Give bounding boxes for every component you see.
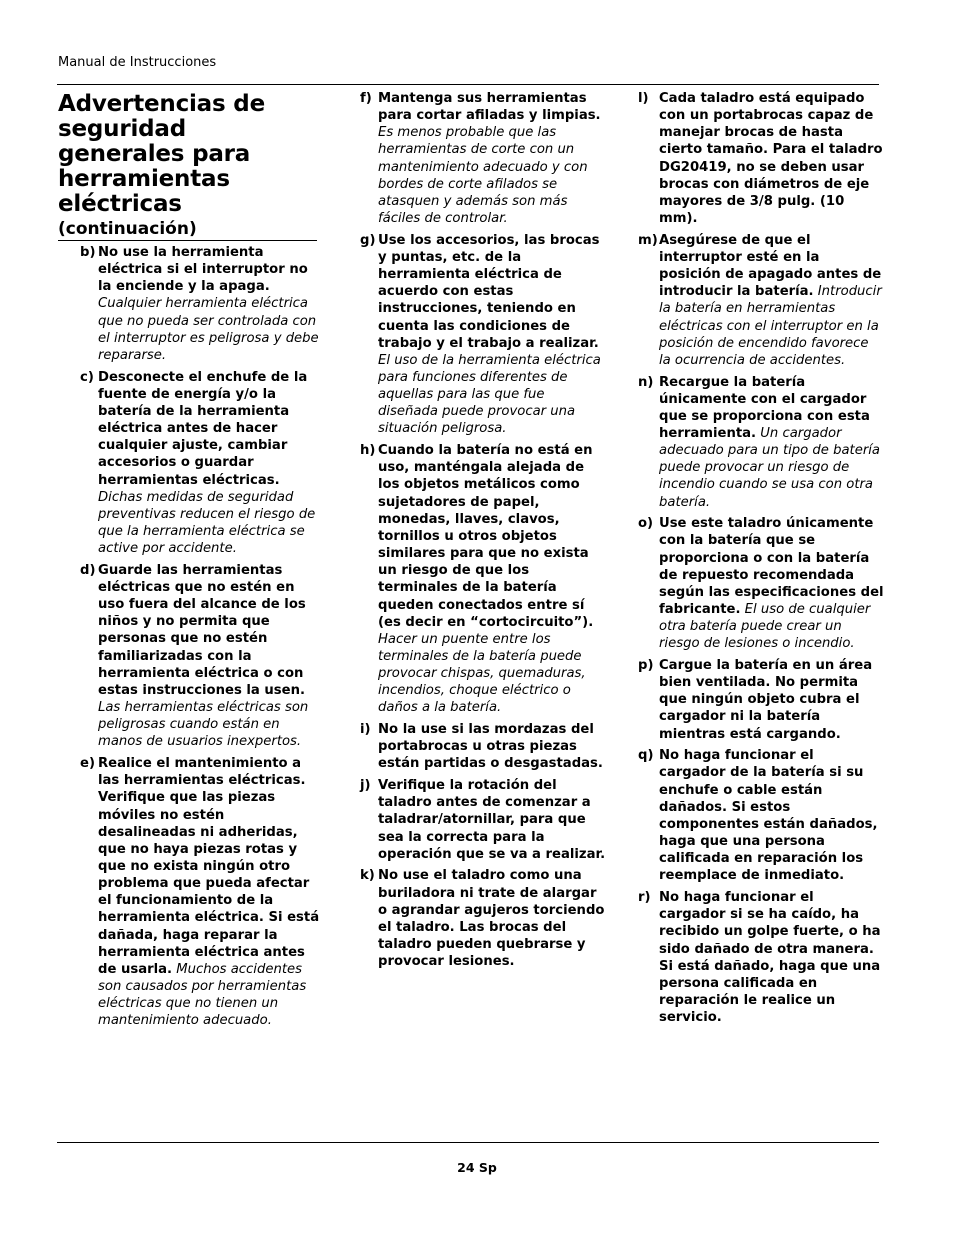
item-warning-text: Asegúrese de que el interruptor esté en la posición de apagado antes de introducir la batería.	[659, 232, 882, 300]
section-subtitle: (continuación)	[58, 219, 317, 241]
item-letter: k)	[360, 868, 375, 884]
item-explanation-text: El uso de cualquier otra batería puede crear un riesgo de lesiones o incendio.	[659, 602, 871, 652]
item-letter: n)	[638, 374, 654, 390]
column-2	[360, 90, 606, 975]
item-body	[98, 755, 320, 1030]
item-warning-text: Recargue la batería únicamente con el cargador que se proporciona con esta herramienta.	[659, 374, 870, 441]
item-body	[659, 657, 884, 743]
warning-list-column-1	[58, 244, 320, 1030]
item-explanation-text: Muchos accidentes son causados por herramientas eléctricas que no tienen un mantenimiento adecuado.	[98, 961, 307, 1029]
item-explanation-text: Hacer un puente entre los terminales de la batería puede provocar chispas, quemaduras, incendios, choque eléctrico o daños a la batería.	[378, 631, 586, 716]
item-warning-text: No haga funcionar el cargador de la batería si su enchufe o cable están dañados. Si estos componentes están dañados, haga que una persona calificada en reparación los reemplace de inmediato.	[659, 748, 878, 884]
item-body	[378, 232, 606, 438]
item-letter: i)	[360, 722, 371, 738]
page-number: 24 Sp	[457, 1160, 497, 1175]
top-divider	[57, 84, 879, 85]
item-body	[659, 515, 884, 652]
item-letter: e)	[80, 756, 95, 772]
item-letter: f)	[360, 91, 372, 106]
warning-item	[360, 777, 606, 863]
warning-item	[360, 867, 606, 970]
item-letter: m)	[638, 232, 658, 248]
item-explanation-text: Cualquier herramienta eléctrica que no pueda ser controlada con el interruptor es peligrosa y debe repararse.	[98, 296, 319, 363]
warning-item	[58, 755, 320, 1030]
item-warning-text: Use este taladro únicamente con la batería que se proporciona o con la batería de repuesto recomendada según las especificaciones del fabricante.	[659, 516, 884, 618]
item-warning-text: No use el taladro como una buriladora ni trate de alargar o agrandar agujeros torciendo el taladro. Las brocas del taladro pueden quebrarse y provocar lesiones.	[378, 868, 605, 970]
item-body	[659, 232, 884, 369]
warning-item	[638, 374, 884, 511]
item-letter: q)	[638, 748, 654, 764]
item-letter: o)	[638, 516, 654, 532]
item-warning-text: No use la herramienta eléctrica si el interruptor no la enciende y la apaga.	[98, 245, 308, 295]
item-letter: j)	[360, 778, 371, 794]
item-warning-text: No haga funcionar el cargador si se ha caído, ha recibido un golpe fuerte, o ha sido dañado de otra manera. Si está dañado, haga que una persona calificada en reparación le realice un servicio.	[659, 890, 881, 1026]
item-body	[378, 90, 606, 227]
item-body	[98, 244, 320, 364]
item-letter: b)	[80, 245, 96, 260]
item-explanation-text: El uso de la herramienta eléctrica para funciones diferentes de aquellas para las que fue diseñada puede provocar una situación peligrosa.	[378, 352, 601, 437]
item-body	[98, 562, 320, 751]
item-letter: r)	[638, 890, 651, 906]
item-warning-text: Guarde las herramientas eléctricas que no estén en uso fuera del alcance de los niños y no permita que personas que no estén familiarizadas con la herramienta eléctrica o con estas instrucciones la usen.	[98, 562, 306, 698]
item-warning-text: Cada taladro está equipado con un portabrocas capaz de manejar brocas de hasta cierto tamaño. Para el taladro DG20419, no se deben usar brocas con diámetros de eje mayores de 3/8 pulg. (10 mm).	[659, 91, 883, 227]
item-body	[98, 369, 320, 558]
bottom-divider	[57, 1142, 879, 1143]
section-title: Advertencias de seguridad generales para herramientas eléctricas	[58, 91, 265, 217]
warning-list-column-3	[638, 90, 884, 1026]
item-warning-text: Cargue la batería en un área bien ventilada. No permita que ningún objeto cubra el cargador ni la batería mientras está cargando.	[659, 658, 873, 742]
item-body	[378, 777, 606, 863]
column-3	[638, 90, 884, 1031]
item-body	[659, 374, 884, 511]
warning-item	[360, 90, 606, 227]
item-warning-text: Verifique la rotación del taladro antes de comenzar a taladrar/atornillar, para que sea la correcta para la operación que se va a realizar.	[378, 778, 606, 862]
warning-item	[638, 657, 884, 743]
item-letter: h)	[360, 443, 376, 459]
item-letter: p)	[638, 658, 654, 673]
item-letter: c)	[80, 369, 94, 385]
item-letter: g)	[360, 232, 376, 248]
warning-item	[58, 369, 320, 558]
warning-list-column-2	[360, 90, 606, 970]
item-letter: l)	[638, 91, 649, 106]
item-explanation-text: Las herramientas eléctricas son peligrosas cuando están en manos de usuarios inexpertos.	[98, 700, 309, 750]
item-explanation-text: Dichas medidas de seguridad preventivas reducen el riesgo de que la herramienta eléctrica se active por accidente.	[98, 489, 316, 557]
warning-item	[360, 232, 606, 438]
item-warning-text: Desconecte el enchufe de la fuente de energía y/o la batería de la herramienta eléctrica antes de hacer cualquier ajuste, cambiar accesorios o guardar herramientas eléctricas.	[98, 369, 308, 488]
warning-item	[638, 515, 884, 652]
item-warning-text: Mantenga sus herramientas para cortar afiladas y limpias.	[378, 91, 601, 124]
item-explanation-text: Es menos probable que las herramientas de corte con un mantenimiento adecuado y con bordes de corte afilados se atasquen y además son más fáciles de controlar.	[378, 125, 588, 227]
item-letter: d)	[80, 562, 96, 578]
item-body	[659, 90, 884, 227]
item-warning-text: Realice el mantenimiento a las herramientas eléctricas. Verifique que las piezas móviles no estén desalineadas ni adheridas, que no haya piezas rotas y que no exista ningún otro problema que pueda afectar el funcionamiento de la herramienta eléctrica. Si está dañada, haga reparar la herramienta eléctrica antes de usarla.	[98, 756, 320, 977]
item-warning-text: No la use si las mordazas del portabrocas u otras piezas están partidas o desgastadas.	[378, 722, 603, 772]
item-body	[378, 721, 606, 772]
item-warning-text: Cuando la batería no está en uso, manténgala alejada de los objetos metálicos como sujetadores de papel, monedas, llaves, clavos, tornillos u otros objetos similares para que no exista un riesgo de que los terminales de la batería queden conectados entre sí (es decir en “cortocircuito”).	[378, 443, 594, 630]
manual-title: Manual de Instrucciones	[58, 55, 217, 70]
warning-item	[638, 747, 884, 884]
warning-item	[638, 90, 884, 227]
warning-item	[58, 244, 320, 364]
warning-item	[638, 232, 884, 369]
item-explanation-text: Introducir la batería en herramientas eléctricas con el interruptor en la posición de encendido favorece la ocurrencia de accidentes.	[659, 284, 882, 368]
item-body	[378, 867, 606, 970]
item-explanation-text: Un cargador adecuado para un tipo de batería puede provocar un riesgo de incendio cuando se usa con otra batería.	[659, 425, 880, 510]
item-body	[378, 442, 606, 717]
item-body	[659, 747, 884, 884]
warning-item	[360, 721, 606, 772]
warning-item	[58, 562, 320, 751]
item-body	[659, 889, 884, 1026]
column-1	[58, 90, 320, 1034]
item-warning-text: Use los accesorios, las brocas y puntas, etc. de la herramienta eléctrica de acuerdo con estas instrucciones, teniendo en cuenta las condiciones de trabajo y el trabajo a realizar.	[378, 232, 600, 351]
warning-item	[360, 442, 606, 717]
warning-item	[638, 889, 884, 1026]
